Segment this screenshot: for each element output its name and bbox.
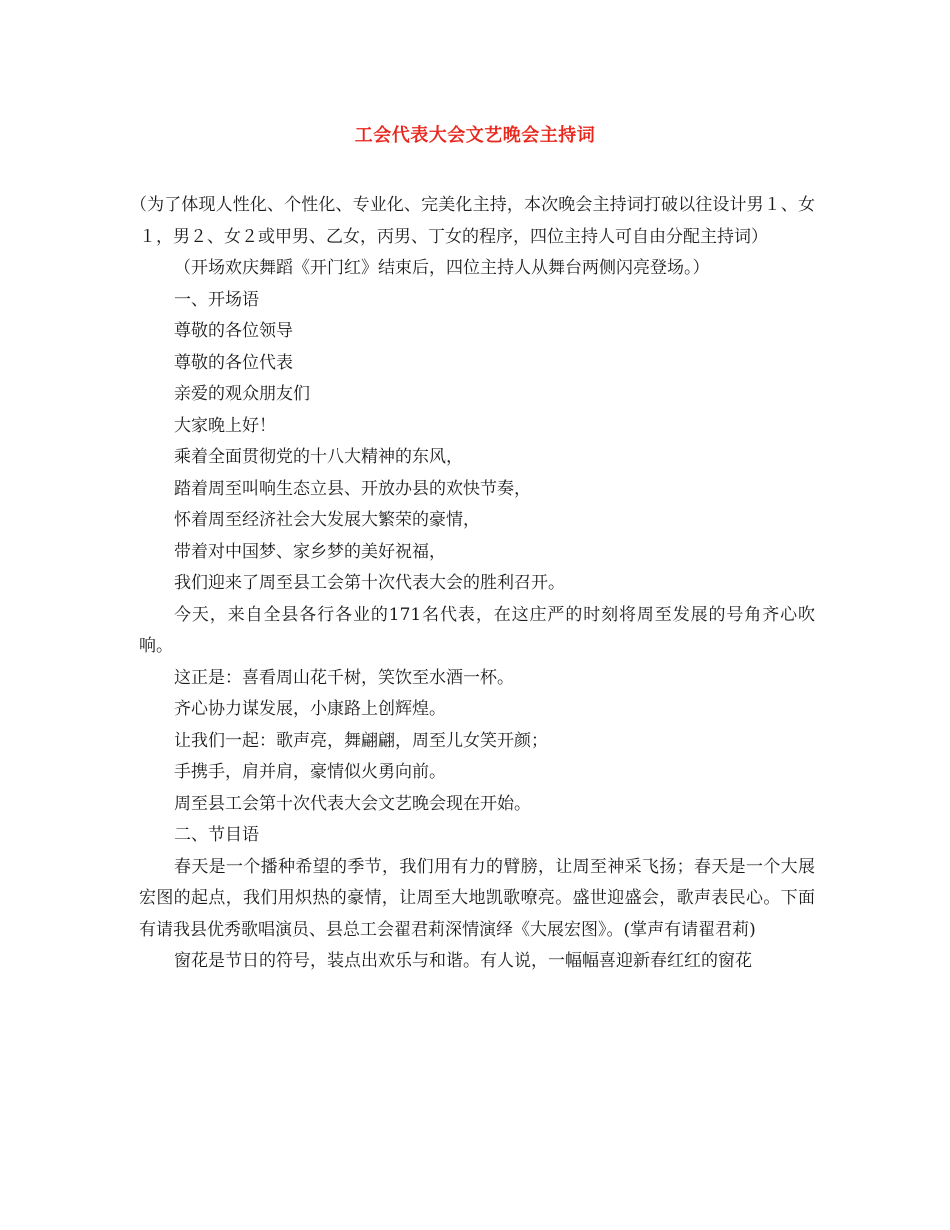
paragraph: 怀着周至经济社会大发展大繁荣的豪情，: [174, 510, 480, 530]
paragraph: 让我们一起：歌声亮，舞翩翩，周至儿女笑开颜；: [174, 730, 548, 751]
paragraph: 周至县工会第十次代表大会文艺晚会现在开始。: [174, 793, 531, 814]
paragraph: 大家晚上好！: [174, 415, 276, 436]
paragraph: 今天，来自全县各行各业的171名代表，在这庄严的时刻将周至发展的号角齐心吹响。: [139, 604, 815, 656]
paragraph-stage-direction: （开场欢庆舞蹈《开门红》结束后，四位主持人从舞台两侧闪亮登场。）: [174, 258, 710, 278]
document-title: 工会代表大会文艺晚会主持词: [354, 125, 596, 146]
paragraph: 春天是一个播种希望的季节，我们用有力的臂膀，让周至神采飞扬；春天是一个大展宏图的起点，我们用炽热的豪情，让周至大地凯歌嘹亮。盛世迎盛会，歌声表民心。下面有请我县优秀歌唱演员、县总工会翟君莉深情演绎《大展宏图》。(掌声有请翟君莉): [139, 856, 815, 940]
paragraph: 这正是：喜看周山花千树，笑饮至水酒一杯。: [174, 667, 514, 688]
paragraph: 窗花是节日的符号，装点出欢乐与和谐。有人说，一幅幅喜迎新春红红的窗花: [174, 951, 752, 971]
paragraph: 踏着周至叫响生态立县、开放办县的欢快节奏，: [174, 478, 531, 499]
paragraph: 乘着全面贯彻党的十八大精神的东风，: [174, 447, 463, 467]
paragraph: 齐心协力谋发展，小康路上创辉煌。: [174, 699, 446, 719]
document-body: [130, 190, 815, 978]
section-heading-opening: 一、开场语: [174, 289, 259, 310]
paragraph: 手携手，肩并肩，豪情似火勇向前。: [174, 762, 446, 782]
paragraph: 尊敬的各位领导: [174, 321, 293, 341]
paragraph: 我们迎来了周至县工会第十次代表大会的胜利召开。: [174, 573, 565, 593]
paragraph: 亲爱的观众朋友们: [174, 384, 310, 404]
paragraph-intro-note: （为了体现人性化、个性化、专业化、完美化主持，本次晚会主持词打破以往设计男１、女１，男２、女２或甲男、乙女，丙男、丁女的程序，四位主持人可自由分配主持词）: [130, 195, 815, 247]
paragraph: 尊敬的各位代表: [174, 352, 293, 373]
section-heading-program: 二、节目语: [174, 825, 259, 845]
paragraph: 带着对中国梦、家乡梦的美好祝福，: [174, 541, 446, 562]
